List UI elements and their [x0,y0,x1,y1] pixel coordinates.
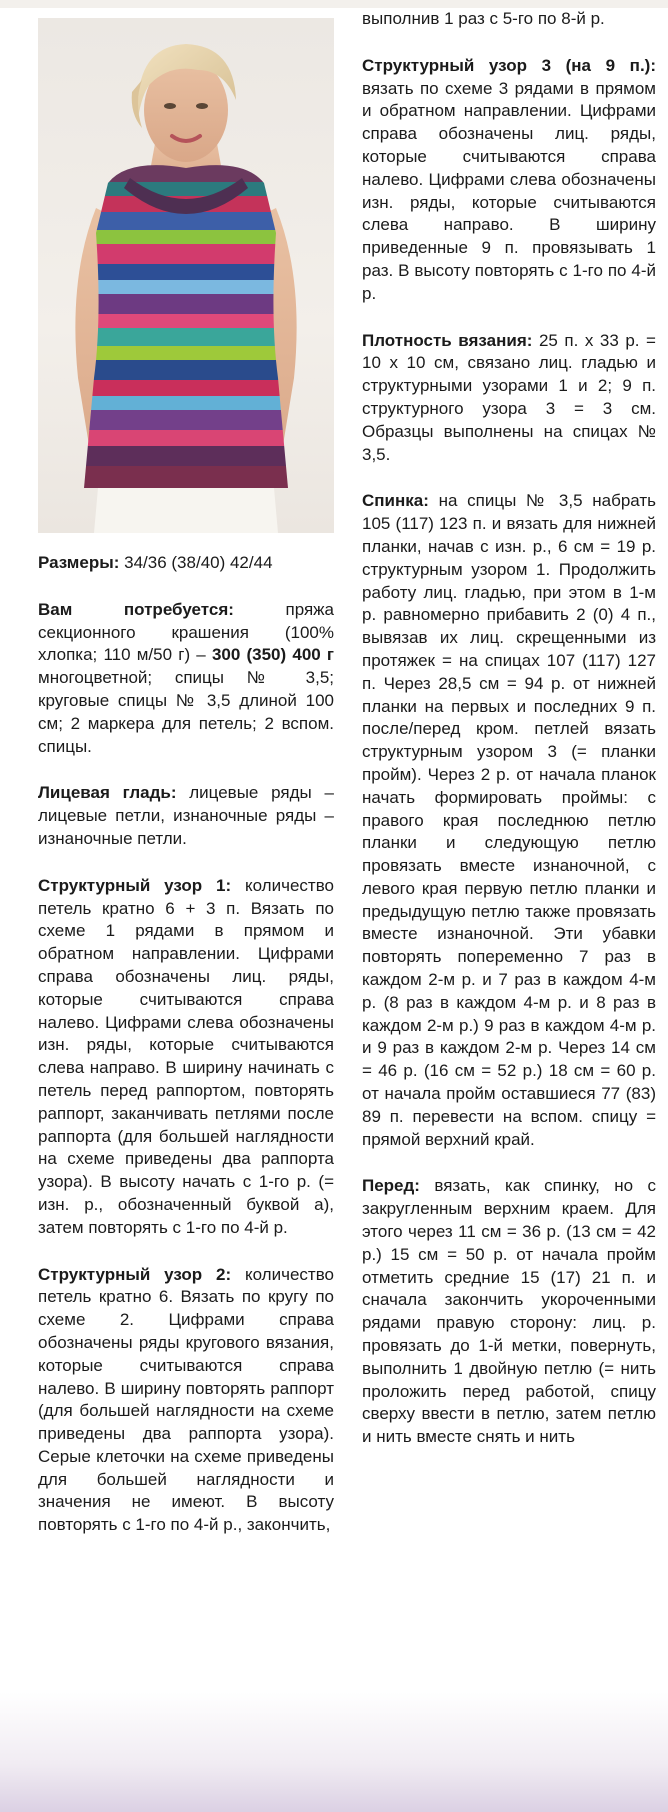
front-text: вязать, как спинку, но с закругленным верхним краем. Для этого через 11 см = 36 р. (13 см = 42 р.) 15 см = 50 р. от начала пройм отметить средние 15 (17) 21 п. и сначала закончить укороченными рядами правую сторону: лиц. р. провязать до 1-й метки, повернуть, выполнить 1 двойную петлю (= нить проложить перед работой, спицу сверху ввести в петлю, затем петлю и нить вместе снять и нить [362,1176,656,1447]
bottom-fade [0,1692,668,1812]
pattern2-label: Структурный узор 2: [38,1264,232,1284]
yarn-quantity: 300 (350) 400 г [211,645,334,665]
pattern1-paragraph [38,875,334,1240]
materials-paragraph [38,599,334,759]
sizes-value: 34/36 (38/40) 42/44 [119,553,273,572]
stockinette-text: лицевые ряды – лицевые петли, изнаночные ряды – изнаночные петли. [38,783,335,848]
pattern2-paragraph [38,1264,334,1538]
materials-label: Вам потребуется: [38,599,234,619]
materials-text: пряжа секционного крашения (100% хлопка; 110 м/50 г) – [38,599,334,665]
left-text-column [38,552,334,1561]
stockinette-label: Лицевая гладь: [38,783,177,803]
front-paragraph [362,1175,656,1449]
gauge-paragraph [362,330,656,467]
back-text: на спицы № 3,5 набрать 105 (117) 123 п. и вязать для нижней планки, начав с изн. р., 6 см = 19 р. структурным узором 1. Продолжить работу лиц. гладью, при этом в 1-м р. равномерно прибавить 2 (0) 4 п., вывязав их лиц. скрещенными из протяжек = на спицах 107 (117) 127 п. Через 28,5 см = 94 р. от нижней планки на первых и последних 9 п. после/перед кром. петлей вязать структурным узором 3 (= планки пройм). Через 2 р. от начала планок начать формировать проймы: с правого края последнюю петлю планки и следующую петлю провязать вместе изнаночной, с левого края первую петлю планки и предыдущую петлю также провязать вместе изнаночной. Эти убавки повторять попеременно 7 раз в каждом 2-м р. и 7 раз в каждом 4-м р. (8 раз в каждом 4-м р. и 8 раз в каждом 2-м р.) 9 раз в каждом 4-м р. и 9 раз в каждом 2-м р. Через 14 см = 46 р. (16 см = 52 р.) 18 см = 60 р. от начала пройм оставшиеся 77 (83) 89 п. перевести на вспом. спицу = прямой верхний край. [362,491,656,1149]
back-label: Спинка: [362,491,429,511]
top-strip [0,0,668,8]
sizes-label: Размеры: [38,553,120,572]
pattern2-text: количество петель кратно 6. Вязать по кругу по схеме 2. Цифрами справа обозначены ряды кругового вязания, которые считываются справа налево. В ширину повторять раппорт (для большей наглядности на схеме приведены два раппорта узора). Серые клеточки на схеме приведены для большей наглядности и значения не имеют. В высоту повторять с 1-го по 4-й р., закончить, [38,1264,334,1535]
pattern1-text: количество петель кратно 6 + 3 п. Вязать по схеме 1 рядами в прямом и обратном направлении. Цифрами справа обозначены лиц. ряды, которые считываются справа налево. Цифрами слева обозначены изн. ряды, которые считываются слева направо. В ширину начинать с петель перед раппортом, повторять раппорт, заканчивать петлями после раппорта (для большей наглядности на схеме приведены два раппорта узора). В высоту начать с 1-го р. (= изн. р., обозначенный буквой а), затем повторять с 1-го по 4-й р. [38,875,334,1237]
back-paragraph [362,490,656,1151]
pattern3-text: вязать по схеме 3 рядами в прямом и обратном направлении. Цифрами справа обозначены лиц. ряды, которые считываются справа налево. Цифрами слева обозначены изн. ряды, которые считываются слева направо. В ширину приведенные 9 п. провязывать 1 раз. В высоту повторять с 1-го по 4-й р. [362,78,656,303]
pattern1-label: Структурный узор 1: [38,875,232,895]
materials-text-after: многоцветной; спицы № 3,5; круговые спицы № 3,5 длиной 100 см; 2 маркера для петель; 2 вспом. спицы. [38,668,334,756]
model-photo [38,18,334,533]
continuation-text: выполнив 1 раз с 5-го по 8-й р. [362,9,605,28]
stockinette-paragraph [38,782,334,850]
right-text-column [362,8,656,1473]
gauge-text: 25 п. х 33 р. = 10 х 10 см, связано лиц. гладью и структурными узорами 1 и 2; 9 п. структурного узора 3 = 3 см. Образцы выполнены на спицах № 3,5. [362,330,656,464]
gauge-label: Плотность вязания: [362,330,533,350]
sizes-paragraph [38,552,334,575]
pattern3-paragraph [362,55,656,306]
pattern3-label: Структурный узор 3 (на 9 п.): [362,55,656,75]
model-photo-icon [38,18,334,533]
continuation-paragraph [362,8,656,31]
front-label: Перед: [362,1176,420,1196]
